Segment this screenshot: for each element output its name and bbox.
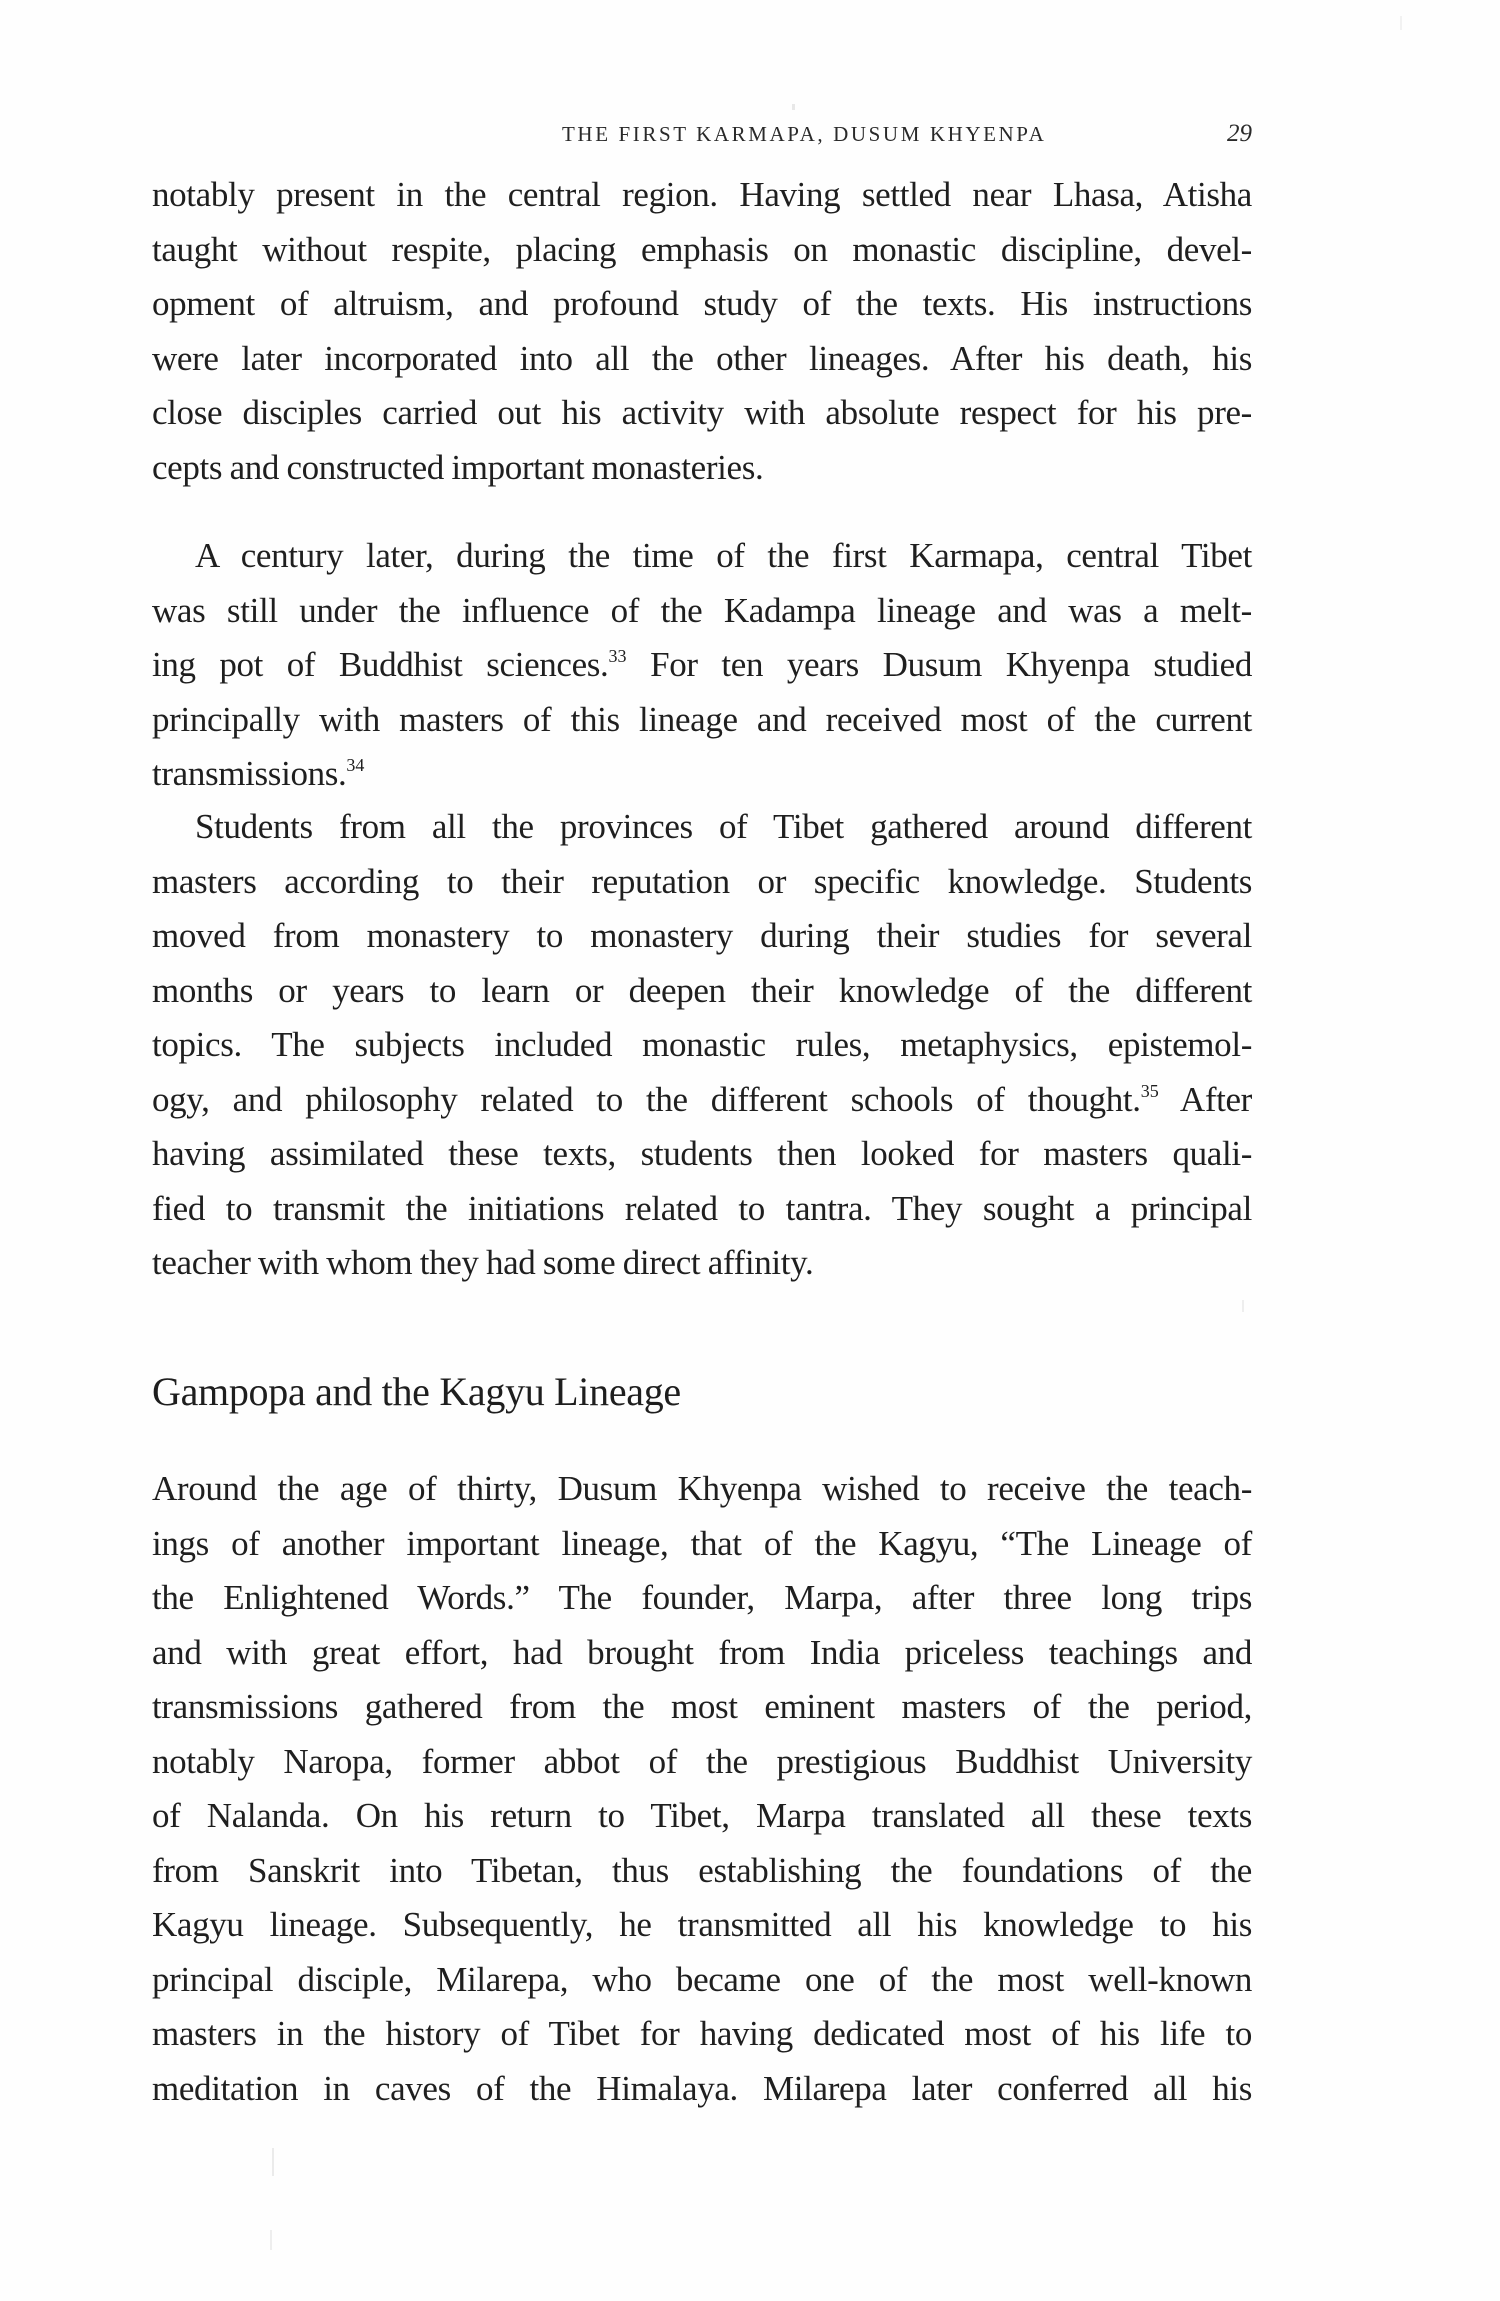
scan-artifact <box>272 2148 274 2176</box>
text-line: having assimilated these texts, students then looked for masters quali- <box>152 1134 1252 1173</box>
text-segment: transmissions. <box>152 754 347 793</box>
text-line: from Sanskrit into Tibetan, thus establishing the foundations of the <box>152 1850 1252 1890</box>
text-line: moved from monastery to monastery during their studies for several <box>152 916 1252 955</box>
text-line: Around the age of thirty, Dusum Khyenpa wished to receive the teach- <box>152 1469 1252 1508</box>
text-line: meditation in caves of the Himalaya. Milarepa later conferred all his <box>152 2068 1252 2108</box>
text-segment: For ten years Dusum Khyenpa studied <box>626 645 1252 684</box>
paragraph-kagyu <box>152 1462 1252 2116</box>
text-line <box>152 1073 1252 1128</box>
text-line: principal disciple, Milarepa, who became one of the most well-known <box>152 1959 1252 1999</box>
text-line: and with great effort, had brought from India priceless teachings and <box>152 1632 1252 1672</box>
text-line: principally with masters of this lineage and received most of the current <box>152 699 1252 739</box>
text-line: were later incorporated into all the other lineages. After his death, his <box>152 338 1252 378</box>
text-line: close disciples carried out his activity with absolute respect for his pre- <box>152 393 1252 432</box>
text-line: opment of altruism, and profound study of the texts. His instructions <box>152 284 1252 323</box>
text-line: notably Naropa, former abbot of the prestigious Buddhist University <box>152 1741 1252 1781</box>
text-line: transmissions gathered from the most eminent masters of the period, <box>152 1687 1252 1726</box>
scan-artifact <box>270 2230 272 2250</box>
text-line: of Nalanda. On his return to Tibet, Marpa translated all these texts <box>152 1796 1252 1835</box>
text-segment: ogy, and philosophy related to the different schools of thought. <box>152 1079 1141 1119</box>
text-line: months or years to learn or deepen their knowledge of the different <box>152 970 1252 1010</box>
text-line: fied to transmit the initiations related to tantra. They sought a principal <box>152 1188 1252 1228</box>
text-line: A century later, during the time of the first Karmapa, central Tibet <box>195 536 1252 575</box>
text-line: masters according to their reputation or specific knowledge. Students <box>152 861 1252 901</box>
scan-artifact <box>792 104 795 110</box>
text-line: the Enlightened Words.” The founder, Marpa, after three long trips <box>152 1578 1252 1617</box>
text-segment: ing pot of Buddhist sciences. <box>152 645 609 684</box>
scan-artifact <box>1400 16 1402 30</box>
footnote-ref-35[interactable]: 35 <box>1140 1080 1159 1101</box>
text-line: Students from all the provinces of Tibet gathered around different <box>195 807 1252 846</box>
scan-artifact <box>1242 1300 1244 1312</box>
text-line <box>152 747 1252 802</box>
text-line <box>152 638 1252 693</box>
paragraph-students <box>152 800 1252 1291</box>
text-line: teacher with whom they had some direct affinity. <box>152 1243 814 1282</box>
paragraph-century-later <box>152 529 1252 802</box>
text-segment: After <box>1158 1079 1252 1119</box>
footnote-ref-33[interactable]: 33 <box>608 646 627 666</box>
footnote-ref-34[interactable]: 34 <box>346 755 365 775</box>
running-head-title: THE FIRST KARMAPA, DUSUM KHYENPA <box>562 122 1047 146</box>
text-line: cepts and constructed important monasteries. <box>152 447 764 487</box>
text-line: ings of another important lineage, that of the Kagyu, “The Lineage of <box>152 1523 1252 1563</box>
text-line: masters in the history of Tibet for having dedicated most of his life to <box>152 2014 1252 2053</box>
page-number: 29 <box>1227 120 1252 147</box>
text-line: taught without respite, placing emphasis on monastic discipline, devel- <box>152 229 1252 269</box>
text-line: topics. The subjects included monastic rules, metaphysics, epistemol- <box>152 1025 1252 1064</box>
section-heading: Gampopa and the Kagyu Lineage <box>152 1369 681 1414</box>
text-line: was still under the influence of the Kadampa lineage and was a melt- <box>152 590 1252 630</box>
running-head <box>562 120 1252 152</box>
paragraph-atisha <box>152 168 1252 495</box>
text-line: Kagyu lineage. Subsequently, he transmitted all his knowledge to his <box>152 1905 1252 1944</box>
text-line: notably present in the central region. Having settled near Lhasa, Atisha <box>152 175 1252 214</box>
